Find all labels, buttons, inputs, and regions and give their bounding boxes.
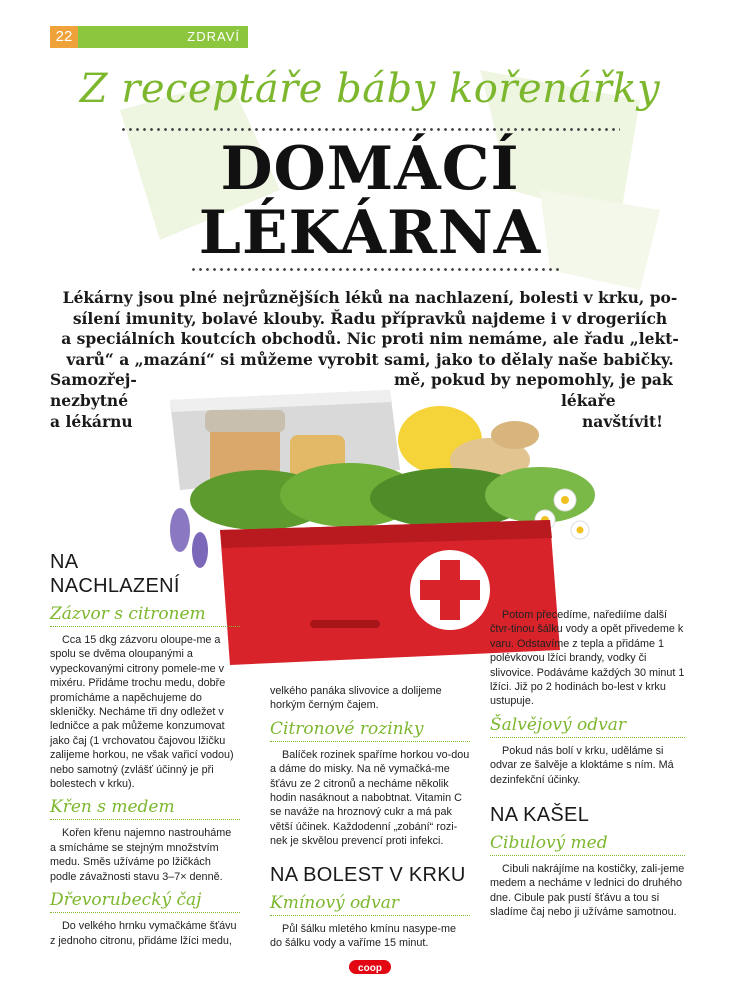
- lead-wrap-left: a lékárnu: [50, 412, 133, 431]
- recipe-title: Křen s medem: [50, 797, 240, 820]
- kicker-heading: Z receptáře báby kořenářky: [79, 66, 661, 112]
- recipe-title: Šalvějový odvar: [490, 715, 685, 738]
- column-1: [50, 550, 240, 948]
- recipe-text: Do velkého hrnku vymačkáme šťávu z jednoho citronu, přidáme lžíci medu,: [50, 920, 237, 947]
- lead-wrap-left: Samozřej-: [50, 370, 137, 389]
- lead-line: sílení imunity, bolavé klouby. Řadu přípravků najdeme i v drogeriích: [72, 308, 668, 328]
- recipe-text: Půl šálku mletého kmínu nasype-me do šálku vody a vaříme 15 minut.: [270, 922, 457, 950]
- recipe-title: Cibulový med: [490, 833, 685, 856]
- section-heading: NA: [50, 551, 79, 573]
- recipe-text: Cibuli nakrájíme na kostičky, zali-jeme medem a necháme v lednici do druhého dne. Cibule pak pustí šťávu a tou si sladíme čaj nebo ji užíváme samotnou.: [490, 863, 685, 919]
- lead-wrap-right: navštívit!: [582, 412, 663, 431]
- dotted-divider: [120, 128, 620, 131]
- section-heading: NA KAŠEL: [490, 804, 590, 827]
- section-heading: NA BOLEST V KRKU: [270, 863, 466, 886]
- recipe-text: Kořen křenu najemno nastrouháme a smícháme se stejným množstvím medu. Směs užíváme po lžičkách podle závažnosti stavu 3–7× denně.: [50, 827, 232, 883]
- dotted-divider: [190, 268, 560, 271]
- lead-paragraph: [50, 288, 690, 370]
- page-number: 22: [50, 26, 78, 48]
- recipe-text: velkého panáka slivovice a dolijeme horkým černým čajem.: [270, 685, 442, 712]
- recipe-text: Potom přecedíme, nařediíme další čtvr-tinou šálku vody a opět přivedeme k varu. Odstavíme z tepla a přidáme 1 polévkovou lžíci brandy, vodky či slivovice. Podáváme každých 30 minut 1 lžíci. Již po 2 hodinách bo-lest v krku ustupuje.: [490, 609, 685, 708]
- recipe-title: Citronové rozinky: [270, 719, 470, 742]
- lead-wrap-right: lékaře: [561, 391, 616, 410]
- column-2: [270, 684, 470, 950]
- lead-line: a speciálních koutcích obchodů. Nic proti nim nemáme, ale řadu „lekt-: [61, 329, 679, 348]
- recipe-title: Kmínový odvar: [270, 893, 470, 916]
- lead-wrap-right: mě, pokud by nepomohly, je pak: [394, 370, 673, 389]
- recipe-title: Dřevorubecký čaj: [50, 890, 240, 913]
- section-heading: NACHLAZENÍ: [50, 575, 180, 597]
- recipe-title: Zázvor s citronem: [50, 604, 240, 627]
- section-label: ZDRAVÍ: [78, 26, 248, 48]
- column-3: [490, 608, 685, 920]
- coop-logo: [349, 960, 391, 974]
- coop-logo-text: coop: [358, 963, 382, 974]
- recipe-text: Cca 15 dkg zázvoru oloupe-me a spolu se dvěma oloupanými a vypeckovanými citrony pomele-me v mixéru. Přidáme trochu medu, dobře promícháme a napěchujeme do skleničky. Necháme tři dny odležet v ledničce a pak můžeme konzumovat jako čaj (1 vrchovatou čajovou lžičku zalijeme horkou, ne však vařicí vodou) nebo samotný (zvlášť účinný je při bolestech v krku).: [50, 634, 234, 791]
- lead-wrap-left: nezbytné: [50, 391, 129, 410]
- page-title-line-1: DOMÁCÍ: [220, 134, 520, 204]
- recipe-text: Pokud nás bolí v krku, uděláme si odvar ze šalvěje a kloktáme s ním. Má dezinfekční účinky.: [490, 744, 674, 786]
- recipe-text: Balíček rozinek spaříme horkou vo-dou a dáme do misky. Na ně vymačká-me šťávu ze 2 citronů a necháme několik hodin nasáknout a nabobtnat. Vitamin C se naváže na hroznový cukr a má pak větší účinek. Každodenní „zobání“ rozi-nek je skvělou prevencí proti infekci.: [270, 748, 470, 848]
- lead-line: varů“ a „mazání“ si můžeme vyrobit sami, jako to dělaly naše babičky.: [66, 349, 674, 369]
- page-title-line-2: LÉKÁRNA: [198, 198, 542, 268]
- lead-line: Lékárny jsou plné nejrůznějších léků na nachlazení, bolesti v krku, po-: [62, 288, 678, 307]
